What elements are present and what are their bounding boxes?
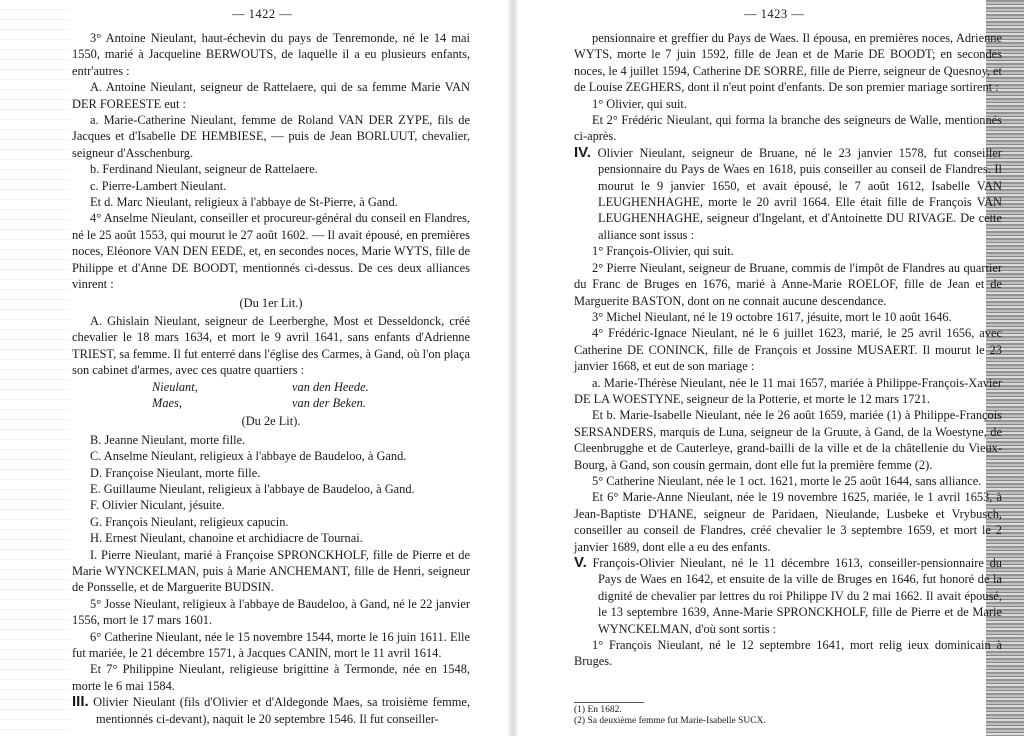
quarter-cell: van der Beken.: [292, 395, 366, 410]
left-column: [72, 30, 470, 727]
quarter-cell: Nieulant,: [152, 379, 198, 394]
list-item: 3° Michel Nieulant, né le 19 octobre 1617, jésuite, mort le 10 août 1646.: [592, 309, 952, 324]
right-column: [574, 30, 1002, 670]
paragraph: 3° Antoine Nieulant, haut-échevin du pays de Tenremonde, né le 14 mai 1550, marié à Jacqueline BERWOUTS, de laquelle il a eu plusieurs enfants, entr'autres :: [72, 31, 470, 78]
list-item: B. Jeanne Nieulant, morte fille.: [90, 432, 246, 447]
list-item: 1° Olivier, qui suit.: [592, 96, 687, 111]
scan-noise-left: [0, 0, 70, 736]
footnote-rule: [574, 702, 644, 703]
generation-text: Olivier Nieulant, seigneur de Bruane, né le 23 janvier 1578, fut conseiller pensionnaire du Pays de Waes en 1618, puis conseiller au conseil de Flandres. Il mourut le 9 janvier 1650, et avait épousé, le 7 août 1612, Isabelle VAN LEUGHENHAGHE, morte le 20 avril 1664. Elle était fille de François VAN LEUGHENHAGHE, seigneur d'Ingelant, et d'Antoinette DU RIVAGE. De cette alliance sont issus :: [597, 145, 1002, 242]
footnote: (2) Sa deuxième femme fut Marie-Isabelle SUCX.: [574, 716, 766, 726]
page-number-right: — 1423 —: [744, 7, 805, 21]
list-item: I. Pierre Nieulant, marié à Françoise SPRONCKHOLF, fille de Pierre et de Marie WYNCKELMAN, puis à Marie ANCHEMANT, fille de Henri, seigneur de Ponsselle, et de Marguerite BUDSIN.: [72, 547, 470, 595]
generation-numeral: V.: [574, 554, 587, 571]
list-item: 4° Frédéric-Ignace Nieulant, né le 6 juillet 1623, marié, le 25 avril 1656, avec Catherine DE CONINCK, fille de François et Jossine MUSAERT. Il mourut le 23 janvier 1668, et eut de son mariage :: [574, 326, 1002, 374]
paragraph: b. Ferdinand Nieulant, seigneur de Rattelaere.: [90, 162, 318, 177]
list-item: E. Guillaume Nieulant, religieux à l'abbaye de Baudeloo, à Gand.: [90, 481, 415, 496]
generation-text: François-Olivier Nieulant, né le 11 décembre 1613, conseiller-pensionnaire du Pays de Waes en 1642, et ensuite de la ville de Bruges en 1646, fut honoré de la dignité de chevalier par lettres du roi Philippe IV du 2 mai 1662. Il avait épousé, le 13 septembre 1639, Anne-Marie SPRONCKHOLF, fille de Pierre et de Marie WYNCKELMAN, d'où sont sortis :: [592, 556, 1003, 636]
quarters-row: [72, 395, 470, 411]
list-item: F. Olivier Niculant, jésuite.: [90, 498, 225, 513]
section-heading: (Du 1er Lit.): [239, 295, 303, 310]
list-item: Et b. Marie-Isabelle Nieulant, née le 26 août 1659, mariée (1) à Philippe-François SERSANDERS, marquis de Luna, seigneur de la Gruute, à Gand, de la Woestyne, de Cleenbrugghe et de Cauterleye, grand-bailli de la ville et de la châtellenie du Vieux-Bourg, à Gand, son cousin germain, dont elle fut la première femme (2).: [574, 408, 1002, 472]
footnote: (1) En 1682.: [574, 705, 622, 715]
list-item: 1° François-Olivier, qui suit.: [592, 244, 734, 259]
quarter-cell: van den Heede.: [292, 379, 369, 394]
list-item: G. François Nieulant, religieux capucin.: [90, 514, 289, 529]
paragraph: 4° Anselme Nieulant, conseiller et procureur-général du conseil en Flandres, né le 25 août 1553, qui mourut le 27 août 1602. — Il avait épousé, en premières noces, Eléonore VAN DEN EEDE, et, en secondes noces, Marie WYTS, fille de Philippe et d'Anne DE BOODT, mentionnés ci-dessus. De ces deux alliances vinrent :: [72, 211, 470, 292]
paragraph: 5° Josse Nieulant, religieux à l'abbaye de Baudeloo, à Gand, né le 22 janvier 1556, mort le 17 mars 1601.: [72, 596, 470, 628]
paragraph: c. Pierre-Lambert Nieulant.: [90, 178, 227, 193]
paragraph: a. Marie-Catherine Nieulant, femme de Roland VAN DER ZYPE, fils de Jacques et d'Isabelle DE HEMBIESE, — puis de Jean BORLUUT, chevalier, seigneur d'Asschenburg.: [72, 113, 470, 160]
right-page: [512, 0, 1024, 736]
generation-entry: [574, 555, 1002, 637]
generation-text: Olivier Nieulant (fils d'Olivier et d'Aldegonde Maes, sa troisième femme, mentionnés ci-devant), naquit le 20 septembre 1546. Il fut conseiller-: [93, 695, 470, 726]
generation-entry: [72, 694, 470, 727]
page-number-left: — 1422 —: [232, 7, 293, 21]
paragraph: 6° Catherine Nieulant, née le 15 novembre 1544, morte le 16 juin 1611. Elle fut mariée, le 21 décembre 1571, à Jacques CANIN, mort le 11 avril 1614.: [72, 629, 470, 661]
list-item: H. Ernest Nieulant, chanoine et archidiacre de Tournai.: [90, 531, 363, 546]
list-item: a. Marie-Thérèse Nieulant, née le 11 mai 1657, mariée à Philippe-François-Xavier DE LA WOESTYNE, seigneur de la Potterie, et morte le 12 mars 1721.: [574, 375, 1002, 406]
list-item: 1° François Nieulant, né le 12 septembre 1641, mort relig ieux dominicain à Bruges.: [574, 638, 1002, 669]
section-heading: (Du 2e Lit).: [241, 414, 301, 429]
quarters-row: [72, 379, 470, 395]
generation-numeral: III.: [72, 693, 89, 711]
paragraph: Et 7° Philippine Nieulant, religieuse brigittine à Termonde, née en 1548, morte le 6 mai 1584.: [72, 662, 470, 693]
paragraph: A. Antoine Nieulant, seigneur de Rattelaere, qui de sa femme Marie VAN DER FOREESTE eut :: [72, 80, 470, 111]
paragraph: Et d. Marc Nieulant, religieux à l'abbaye de St-Pierre, à Gand.: [90, 195, 398, 210]
paragraph: A. Ghislain Nieulant, seigneur de Leerberghe, Most et Desseldonck, créé chevalier le 18 mars 1634, et mort le 9 avril 1641, sans enfants d'Adrienne TRIEST, sa femme. Il fut enterré dans l'église des Carmes, à Gand, où l'on plaça son cabinet d'armes, avec ces quatre quartiers :: [72, 313, 470, 378]
generation-entry: [574, 145, 1002, 243]
footnotes: [574, 702, 994, 727]
quarter-cell: Maes,: [152, 395, 182, 410]
list-item: C. Anselme Nieulant, religieux à l'abbaye de Baudeloo, à Gand.: [90, 449, 407, 464]
paragraph: pensionnaire et greffier du Pays de Waes. Il épousa, en premières noces, Adrienne WYTS, morte le 7 juin 1592, fille de Jean et de Marie DE BOODT; en secondes noces, le 4 juillet 1594, Catherine DE SORRE, fille de Pierre, seigneur de Quesnoy, et de Louise ZEGHERS, dont il n'eut point d'enfants. De son premier mariage sortirent :: [574, 31, 1002, 95]
list-item: Et 2° Frédéric Nieulant, qui forma la branche des seigneurs de Walle, mentionnés ci-après.: [574, 113, 1002, 144]
list-item: D. Françoise Nieulant, morte fille.: [90, 465, 261, 480]
list-item: 5° Catherine Nieulant, née le 1 oct. 1621, morte le 25 août 1644, sans alliance.: [592, 473, 982, 488]
list-item: 2° Pierre Nieulant, seigneur de Bruane, commis de l'impôt de Flandres au quartier du Franc de Bruges en 1676, marié à Anne-Marie ROELOF, fille de Jean et de Marguerite BASTON, dont on ne connait aucune descendance.: [574, 260, 1002, 308]
list-item: Et 6° Marie-Anne Nieulant, née le 19 novembre 1625, mariée, le 1 avril 1653, à Jean-Baptiste D'HANE, seigneur de Paridaen, Nieulande, Lusbeke et Vrybusch, conseiller au conseil de Flandres, créé chevalier le 3 septembre 1659, et mort le 2 janvier 1689, dont elle a eu des enfants.: [574, 490, 1002, 554]
generation-numeral: IV.: [574, 143, 591, 161]
